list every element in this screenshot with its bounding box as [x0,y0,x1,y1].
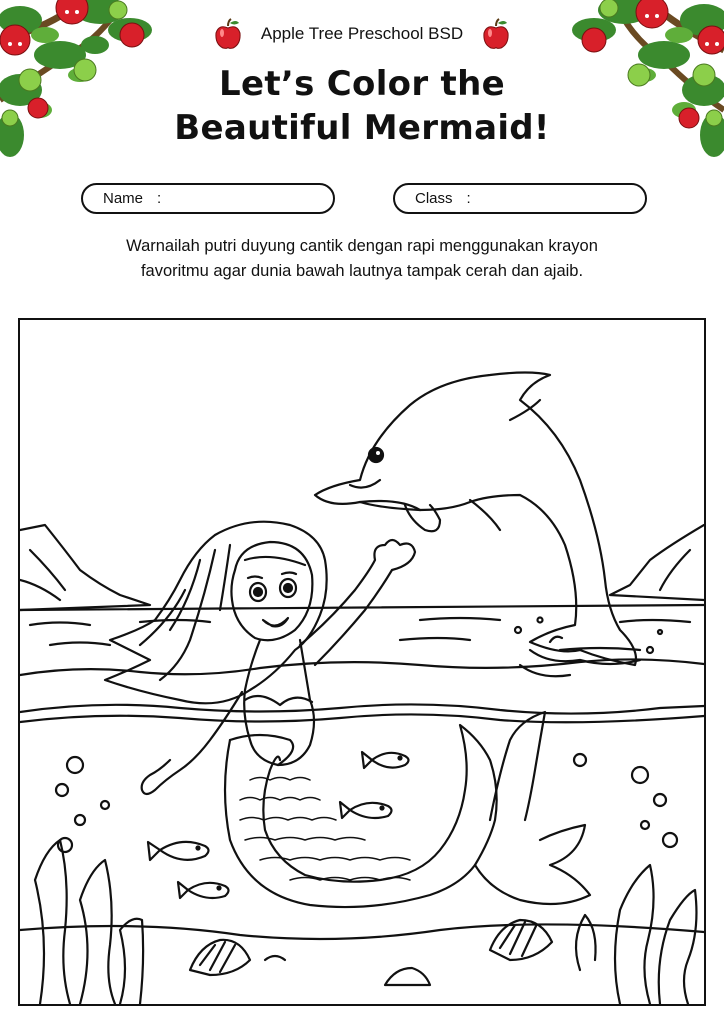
seabed [20,920,704,985]
dolphin [315,373,636,666]
instructions-line-2: favoritmu agar dunia bawah lautnya tampak cerah dan ajaib. [140,262,584,280]
coloring-area[interactable] [18,318,706,1006]
name-field[interactable] [81,183,335,214]
title-line-2: Beautiful Mermaid! [174,108,550,148]
class-colon: : [466,190,471,207]
school-header [0,18,724,50]
class-label: Class [415,190,453,207]
page-title [0,62,724,150]
mermaid-hair [105,522,327,704]
name-colon: : [157,190,162,207]
instructions-line-1: Warnailah putri duyung cantik dengan rapi menggunakan krayon [126,237,598,255]
title-line-1: Let’s Color the [219,64,505,104]
apple-icon [481,18,511,50]
school-name: Apple Tree Preschool BSD [260,24,464,43]
mountains-left [20,525,150,610]
mermaid-line-art [20,320,704,1004]
mountains-right [610,525,704,600]
seaweed-left [35,840,143,1004]
mermaid-face [231,542,312,640]
instructions [60,234,664,284]
apple-icon [213,18,243,50]
splash [515,618,662,677]
mermaid-tail [225,712,590,907]
class-field[interactable] [393,183,647,214]
name-label: Name [103,190,144,207]
fish [148,752,409,898]
seaweed-right [576,865,696,1004]
